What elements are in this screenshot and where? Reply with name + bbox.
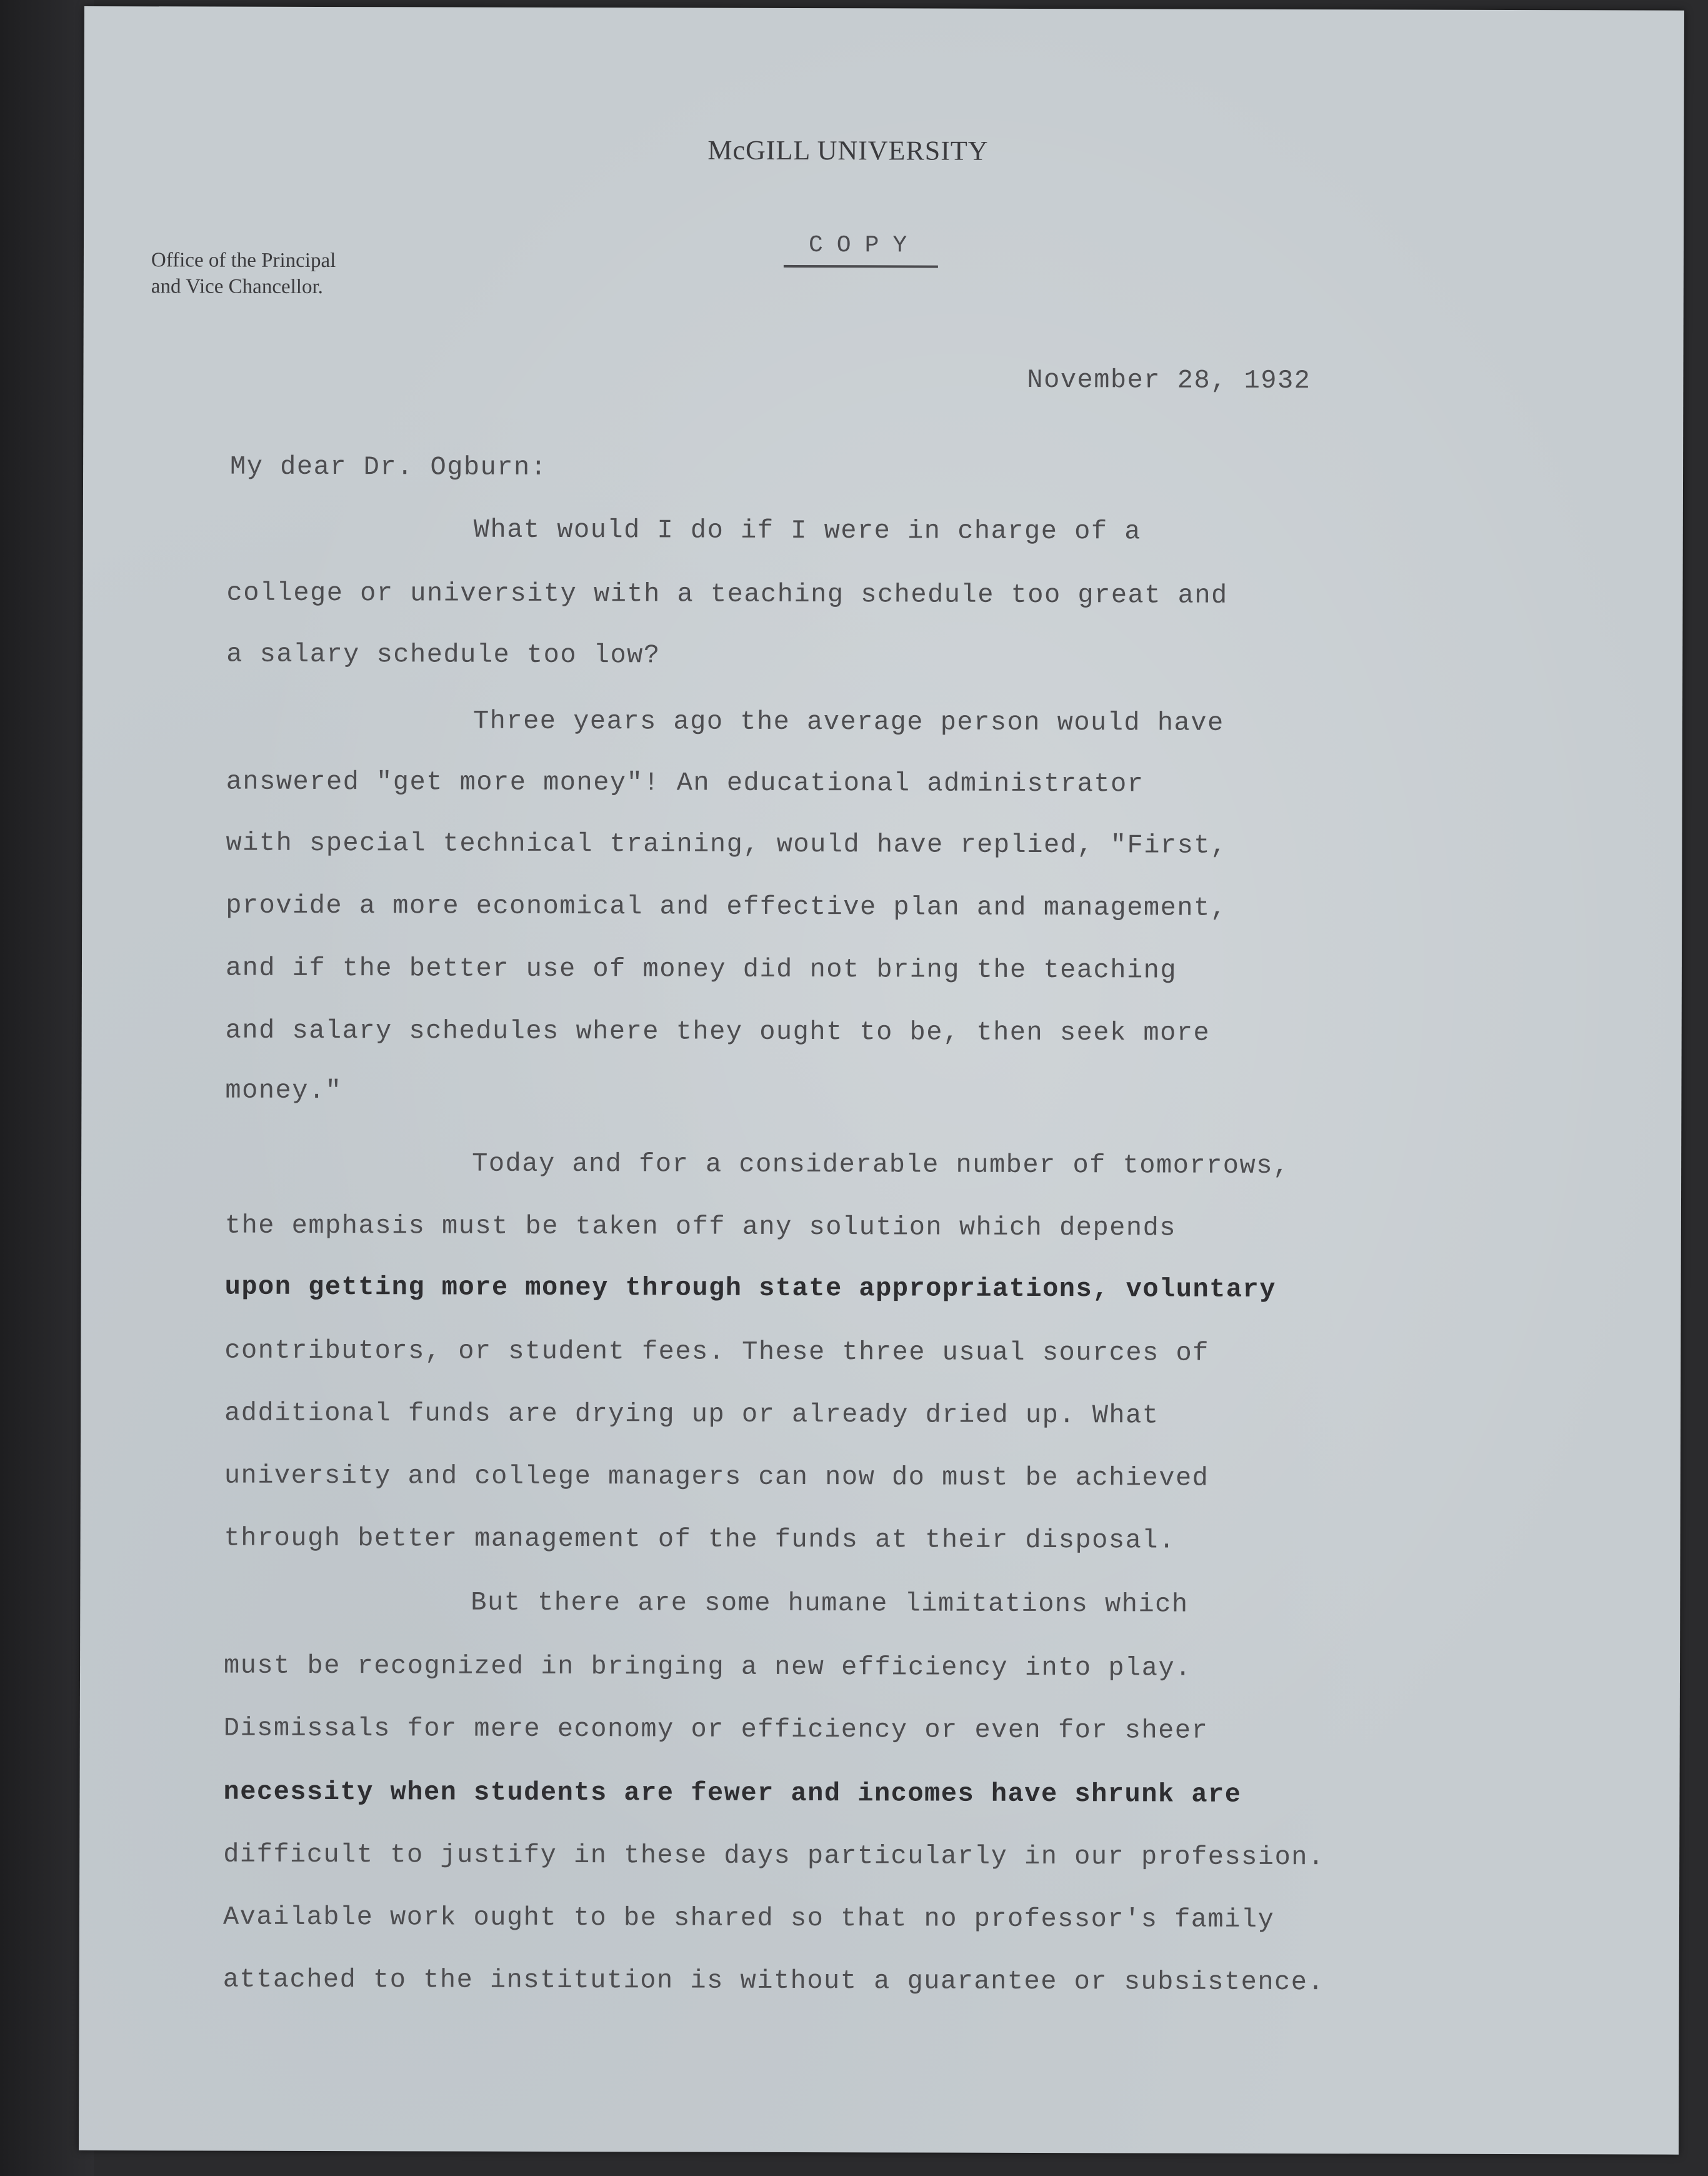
body-line: Available work ought to be shared so that no professor's family <box>222 1902 1275 1935</box>
body-line: attached to the institution is without a guarantee or subsistence. <box>222 1964 1325 1998</box>
office-line-1: Office of the Principal <box>151 249 336 273</box>
body-line: Today and for a considerable number of tomorrows, <box>472 1148 1290 1181</box>
body-line: the emphasis must be taken off any solution which depends <box>224 1210 1177 1243</box>
body-line: Three years ago the average person would have <box>472 706 1224 738</box>
body-line: college or university with a teaching schedule too great and <box>226 578 1228 611</box>
salutation: My dear Dr. Ogburn: <box>230 451 547 483</box>
body-line: money." <box>225 1075 342 1106</box>
body-line: provide a more economical and effective plan and management, <box>226 890 1227 923</box>
body-line: additional funds are drying up or already dried up. What <box>224 1398 1159 1431</box>
letter-date: November 28, 1932 <box>1027 364 1311 396</box>
body-line: difficult to justify in these days particularly in our profession. <box>223 1839 1325 1873</box>
office-label <box>151 247 336 300</box>
body-line: and if the better use of money did not bring the teaching <box>225 953 1177 986</box>
body-line: upon getting more money through state appropriations, voluntary <box>224 1271 1277 1305</box>
body-line: But there are some humane limitations which <box>471 1587 1189 1620</box>
letter-page <box>79 6 1684 2155</box>
body-line: and salary schedules where they ought to be, then seek more <box>225 1015 1211 1048</box>
body-line: university and college managers can now do must be achieved <box>224 1460 1209 1493</box>
body-line: must be recognized in bringing a new efficiency into play. <box>223 1650 1192 1683</box>
letterhead-title: McGILL UNIVERSITY <box>707 134 989 166</box>
body-line: a salary schedule too low? <box>226 639 661 671</box>
body-line: answered "get more money"! An educational administrator <box>226 766 1144 800</box>
body-line: necessity when students are fewer and incomes have shrunk are <box>223 1777 1242 1810</box>
body-line: What would I do if I were in charge of a <box>473 514 1142 547</box>
body-line: with special technical training, would have replied, "First, <box>226 828 1227 861</box>
copy-stamp: COPY <box>784 232 938 268</box>
body-line: Dismissals for mere economy or efficiency or even for sheer <box>223 1713 1209 1746</box>
office-line-2: and Vice Chancellor. <box>151 275 323 299</box>
body-line: contributors, or student fees. These three usual sources of <box>224 1335 1209 1368</box>
body-line: through better management of the funds at their disposal. <box>224 1523 1176 1556</box>
